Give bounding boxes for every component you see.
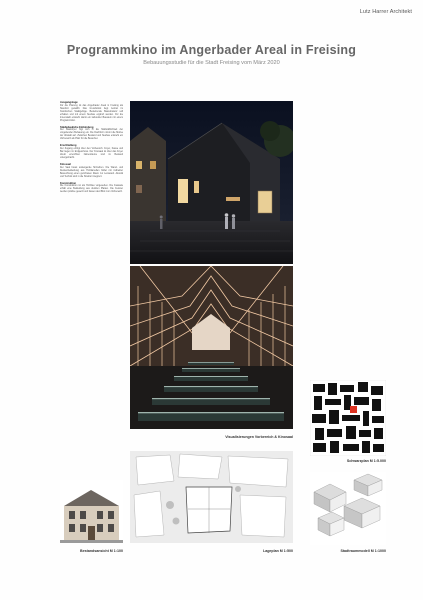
interior-rendering: [130, 266, 293, 429]
interior-caption: Visualisierungen Vorbereich & Kinosaal: [225, 435, 293, 439]
lageplan-drawing: [130, 451, 293, 543]
section-body: Der Saal bietet ansteigende Sitzreihen. Die Wand- und Deckenbekleidung aus Holzlamellen bildet mit indirekter Beleuchtung einen gerichteten Raum zur Leinwand. Akustik und Technik sind in die Struktur integriert.: [60, 166, 123, 178]
lageplan-caption: Lageplan M 1:500: [263, 549, 293, 553]
text-section: [60, 144, 123, 160]
stadtmodell-caption: Stadtraummodell M 1:1000: [340, 549, 386, 553]
section-body: Für die Planung ist das Angerbader Areal in Freising als Standort gewählt. Das Grundstück liegt zentral im historischen Stadtgefüge. Bestehende Bausubstanz soll erhalten und mit einem Neubau ergänzt werden. Für die Innenstadt entsteht damit ein kultureller Baustein mit einem Programmkino.: [60, 104, 123, 122]
stadtmodell-view: [310, 472, 386, 545]
text-section: [60, 163, 123, 179]
page-subtitle: Bebauungsstudie für die Stadt Freising vom März 2020: [143, 60, 280, 66]
text-column: [60, 101, 123, 441]
bestand-photo: [60, 480, 123, 543]
section-body: Der Zugang erfolgt über den Vorbereich. Foyer, Kasse und Bar liegen im Erdgeschoss. Der Kinosaal ist über das Foyer direkt erreichbar. Nebenräume sind im Bestand untergebracht.: [60, 147, 123, 160]
section-heading: Städtebauliche Einbindung: [60, 125, 94, 129]
section-body: Die Konstruktion ist als Holzbau vorgesehen. Die Fassade erhält eine Bekleidung aus dunklen Platten. Die Fenster werden präzise gesetzt und fassen den Blick zum Vorbereich.: [60, 185, 123, 194]
exterior-rendering: [130, 101, 293, 264]
section-body: Der Baukörper fügt sich in die Maßstäblichkeit der umgebenden Bebauung ein. Die Dachform nimmt die Motive der Altstadt auf. Zwischen Bestand und Neubau entsteht ein Vorbereich als Platz für die Besucher.: [60, 129, 123, 141]
bestand-caption: Bestandsansicht M 1:100: [80, 549, 123, 553]
schwarzplan-map: [310, 380, 386, 456]
page-title: Programmkino im Angerbader Areal in Freising: [66, 43, 357, 57]
section-heading: Ausgangslage: [60, 101, 78, 104]
text-section: [60, 182, 123, 195]
text-section: [60, 101, 123, 123]
section-heading: Kinosaal: [60, 163, 71, 167]
section-heading: Erschließung: [60, 144, 77, 148]
office-name: Lutz Harrer Architekt: [359, 9, 412, 15]
section-heading: Konstruktion: [60, 181, 77, 185]
schwarzplan-caption: Schwarzplan M 1:5.000: [346, 459, 386, 463]
text-section: [60, 126, 123, 142]
